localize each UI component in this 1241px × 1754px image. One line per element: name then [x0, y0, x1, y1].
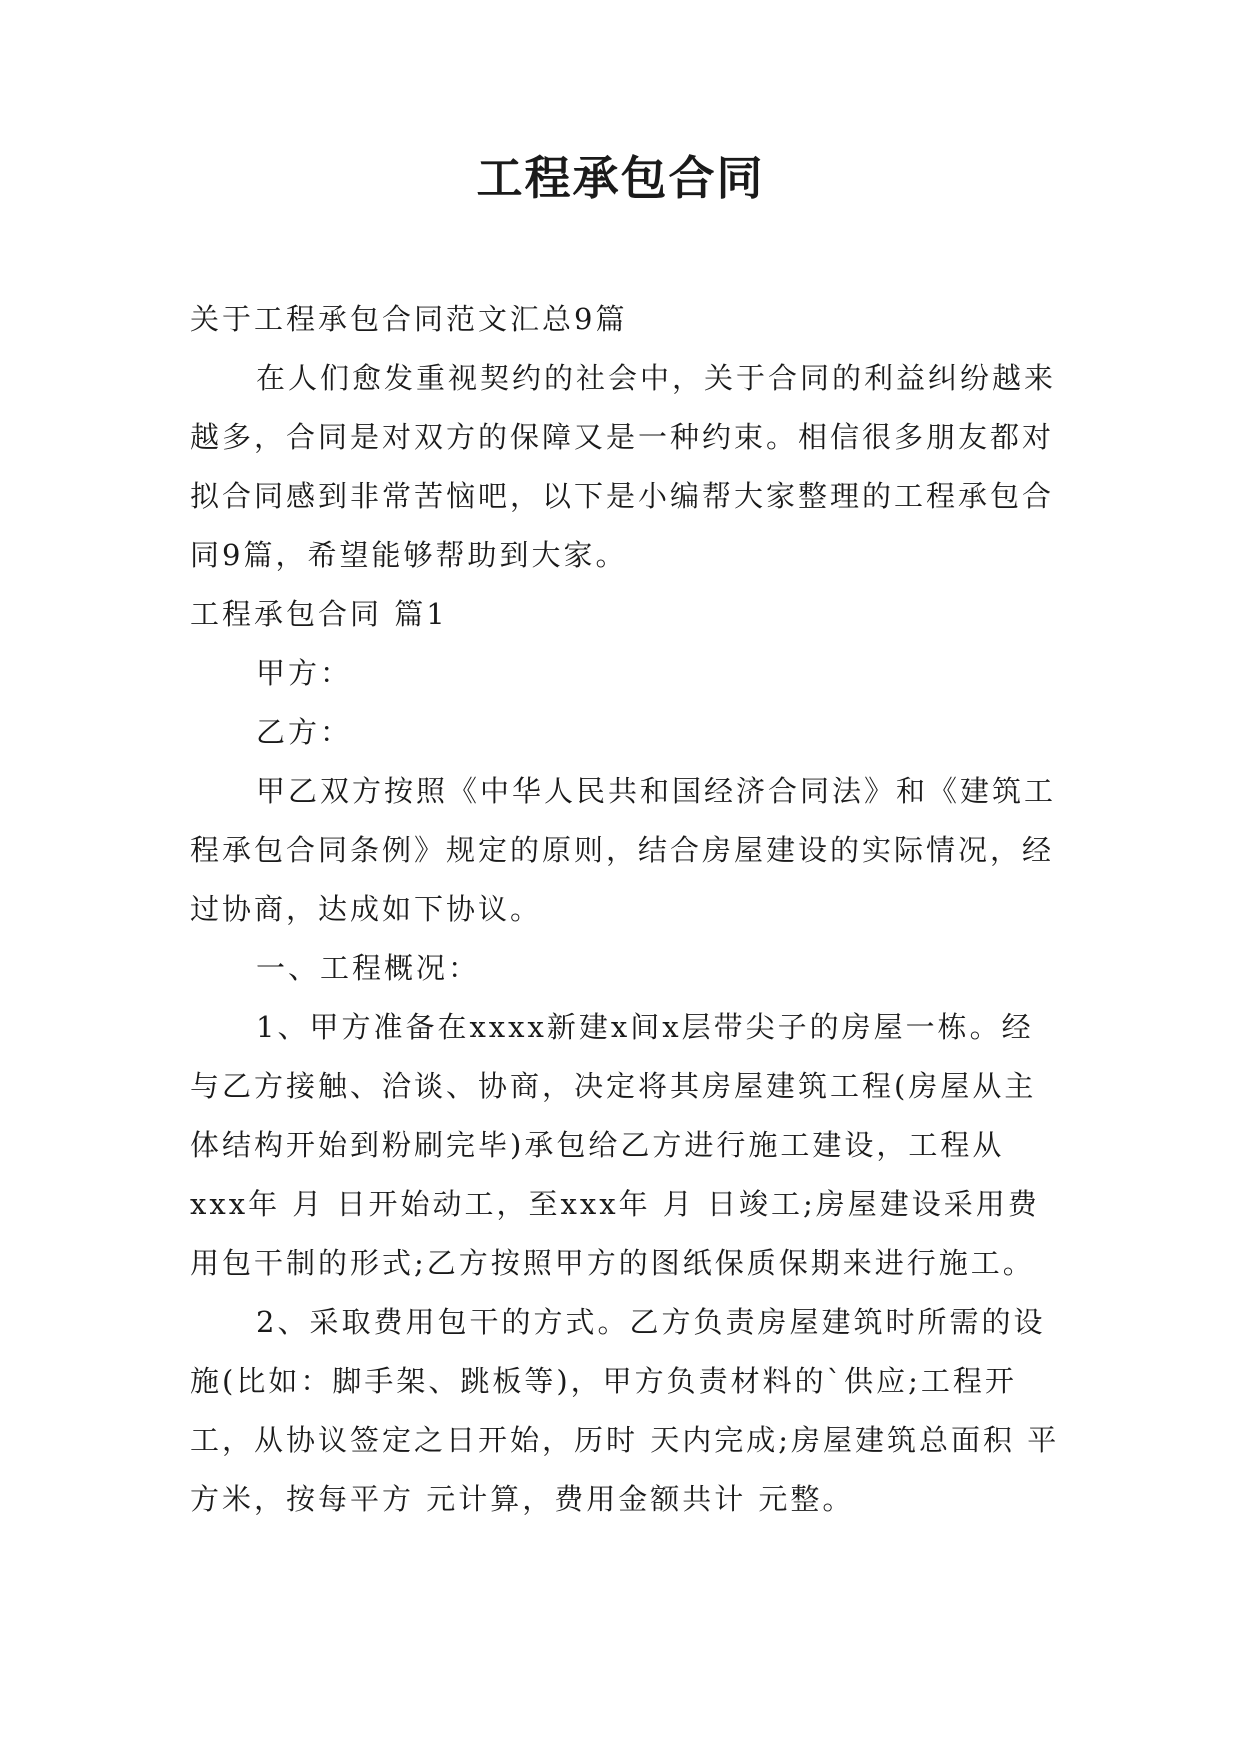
party-a-line: 甲方： — [256, 656, 353, 690]
section-title: 工程承包合同 篇1 — [190, 597, 448, 631]
intro-paragraph: 在人们愈发重视契约的社会中，关于合同的利益纠纷越来越多，合同是对双方的保障又是一种约束。相信很多朋友都对拟合同感到非常苦恼吧，以下是小编帮大家整理的工程承包合同9篇，希望能够帮助到大家。 — [190, 361, 1057, 572]
clause-heading: 一、工程概况： — [256, 951, 481, 985]
document-subtitle: 关于工程承包合同范文汇总9篇 — [190, 302, 628, 336]
document-body — [190, 290, 1060, 1529]
clause-1-paragraph: 1、甲方准备在xxxx新建x间x层带尖子的房屋一栋。经与乙方接触、洽谈、协商，决定将其房屋建筑工程(房屋从主体结构开始到粉刷完毕)承包给乙方进行施工建设，工程从xxx年 月 日开始动工，至xxx年 月 日竣工;房屋建设采用费用包干制的形式;乙方按照甲方的图纸保质保期来进行施工。 — [190, 1010, 1040, 1280]
clause-2-paragraph: 2、采取费用包干的方式。乙方负责房屋建筑时所需的设施(比如：脚手架、跳板等)，甲方负责材料的`供应;工程开工，从协议签定之日开始，历时 天内完成;房屋建筑总面积 平方米，按每平方 元计算，费用金额共计 元整。 — [190, 1305, 1060, 1516]
document-title: 工程承包合同 — [476, 151, 765, 205]
preamble-paragraph: 甲乙双方按照《中华人民共和国经济合同法》和《建筑工程承包合同条例》规定的原则，结合房屋建设的实际情况，经过协商，达成如下协议。 — [190, 774, 1057, 926]
party-b-line: 乙方： — [256, 715, 353, 749]
